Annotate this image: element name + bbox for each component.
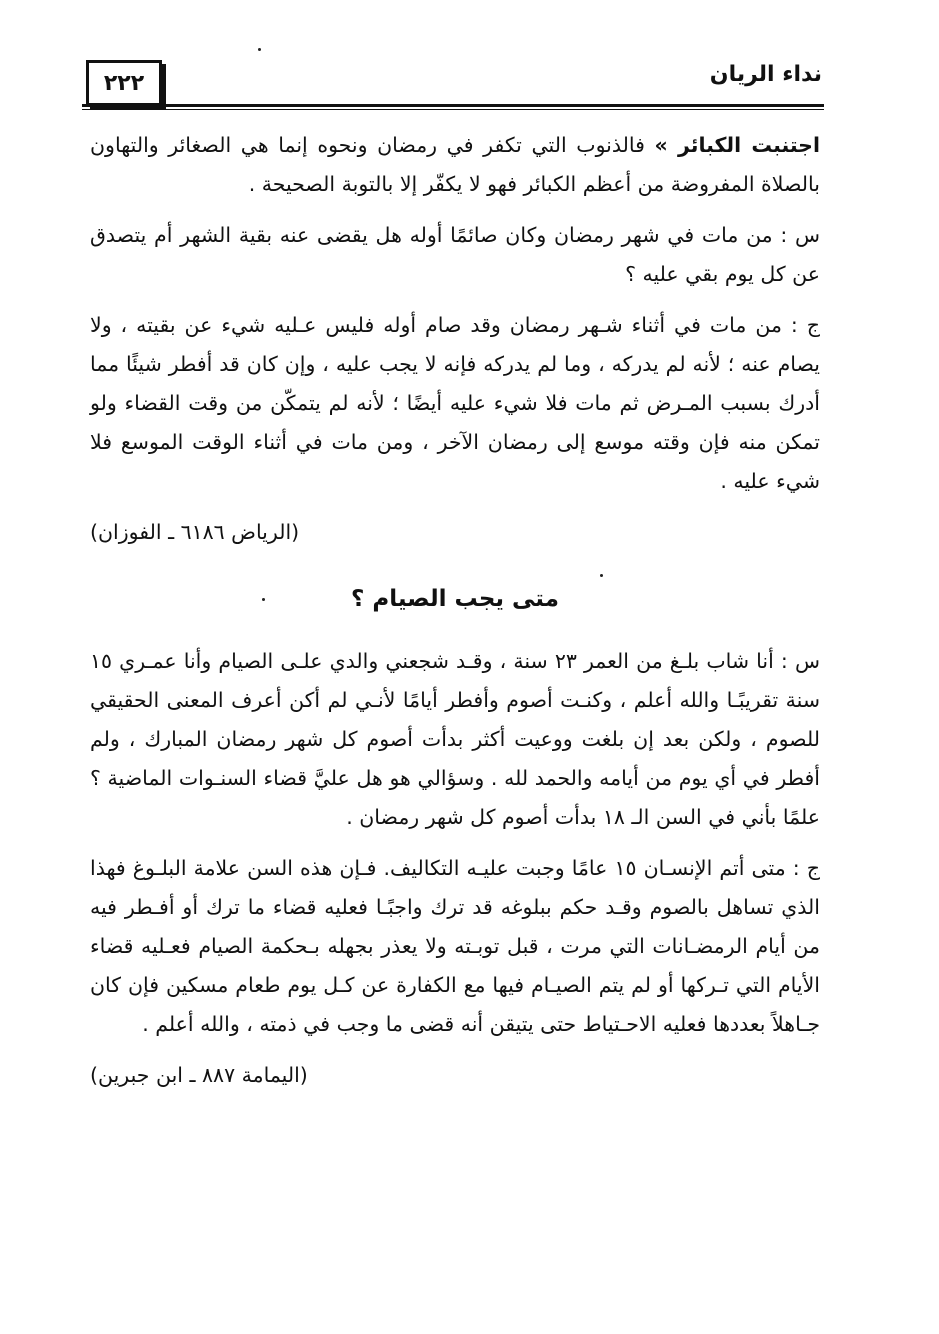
- intro-text: فالذنوب التي تكفر في رمضان ونحوه إنما هي الصغائر والتهاون بالصلاة المفروضة من أعظم الكبائر فهو لا يكفّر إلا بالتوبة الصحيحة .: [90, 133, 820, 196]
- answer-2: ج : متى أتم الإنسـان ١٥ عامًا وجبت عليـه التكاليف. فـإن هذه السن علامة البلـوغ فهذا الذي تساهل بالصوم وقـد حكم ببلوغه قد ترك واجبًـا فعليه قضاء ما ترك أو أفـطر فيه من أيام الرمضـانات التي مرت ، قبل توبـته ولا يعذر بجهله بـحكمة الصيام فعـليه قضاء الأيام التي تـركها أو لم يتم الصيـام فيها مع الكفارة عن كـل يوم طعام مسكين فإن كان جـاهلاً بعددها فعليه الاحـتياط حتى يتيقن أنه قضى ما وجب في ذمته ، والله أعلم .: [90, 856, 820, 1036]
- question-1: س : من مات في شهر رمضان وكان صائمًا أوله هل يقضى عنه بقية الشهر أم يتصدق عن كل يوم بقي عليه ؟: [90, 223, 820, 286]
- question-2: س : أنا شاب بلـغ من العمر ٢٣ سنة ، وقـد شجعني والدي علـى الصيام وأنا عمـري ١٥ سنة تقريبًـا والله أعلم ، وكنـت أصوم وأفطر أيامًا لأنـي لم أكن أعرف المعنى الحقيقي للصوم ، ولكن بعد إن بلغت ووعيت أكثر بدأت أصوم كل شهر رمضان المبارك ، ولم أفطر في أي يوم من أيامه والحمد لله . وسؤالي هو هل عليَّ قضاء السنـوات الماضية ؟ علمًا بأني في السن الـ ١٨ بدأت أصوم كل شهر رمضان .: [90, 649, 820, 829]
- citation-1: (الرياض ٦١٨٦ ـ الفوزان): [90, 520, 300, 544]
- scan-speck: [258, 48, 261, 51]
- page-body: [90, 126, 820, 1105]
- intro-bold-phrase: اجتنبت الكبائر »: [654, 133, 820, 157]
- page-header: [86, 58, 822, 110]
- header-divider: [82, 104, 824, 110]
- citation-2: (اليمامة ٨٨٧ ـ ابن جبرين): [90, 1063, 308, 1087]
- answer-1: ج : من مات في أثناء شـهر رمضان وقد صام أوله فليس عـليه شيء عن بقيته ، ولا يصام عنه ؛ لأنه لم يدركه ، وما لم يدركه فإنه لا يجب عليه ، وإن كان قد أفطر شيئًا مما أدرك بسبب المـرض ثم مات فلا شيء عليه أيضًا ؛ لأنه لم يتمكّن من وقت القضاء ولو تمكن منه فإن وقته موسع إلى رمضان الآخر ، ومن مات في أثناء الوقت الموسع فلا شيء عليه .: [90, 313, 820, 493]
- scan-speck: [262, 598, 265, 601]
- running-title: نداء الريان: [709, 62, 822, 87]
- intro-paragraph: [90, 126, 820, 204]
- section-heading: متى يجب الصيام ؟: [351, 586, 559, 612]
- scan-speck: [600, 574, 603, 577]
- page-number: ٢٢٢: [86, 60, 162, 106]
